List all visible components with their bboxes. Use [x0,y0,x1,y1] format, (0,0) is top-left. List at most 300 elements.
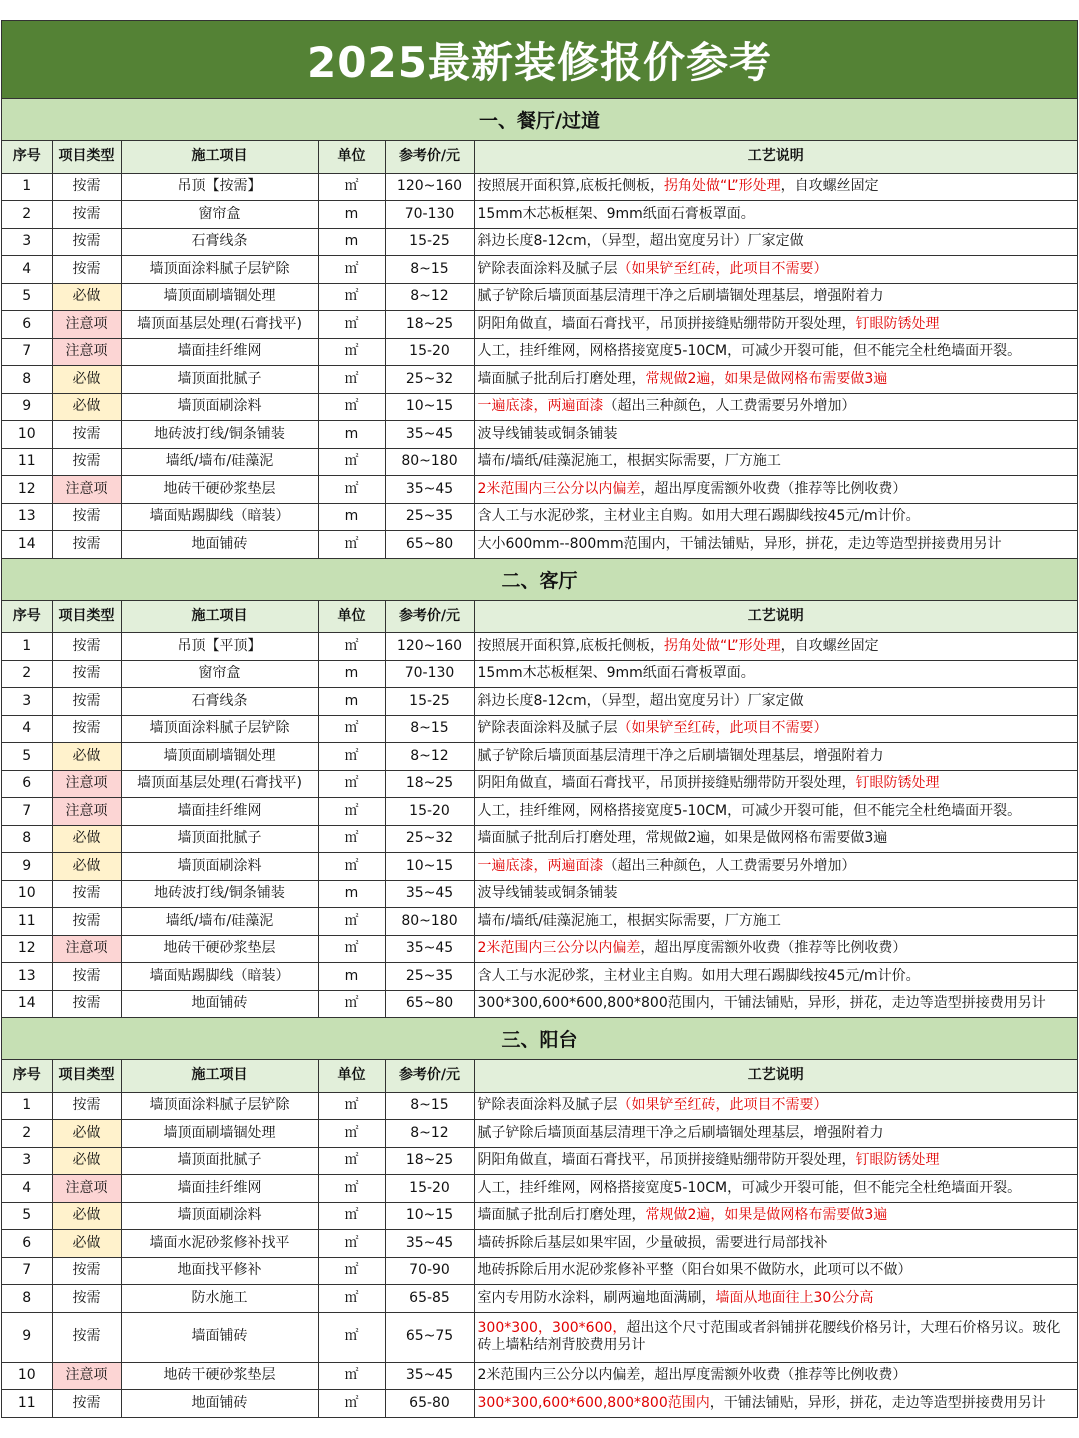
cell-price: 80~180 [385,448,474,476]
cell-desc [474,633,1077,661]
cell-desc [474,1257,1077,1285]
cell-unit: m [318,503,385,531]
cell-desc [474,660,1077,688]
table-row [2,503,1077,531]
cell-unit: ㎡ [318,633,385,661]
cell-item: 地砖干硬砂浆垫层 [121,476,318,504]
cell-type-badge: 注意项 [52,798,121,826]
desc-text: 按照展开面积算,底板托侧板， [477,637,664,654]
desc-text: 铲除表面涂料及腻子层 [477,1097,618,1113]
cell-type-badge: 按需 [52,1312,121,1362]
desc-text: 墙面腻子批刮后打磨处理，常规做2遍，如果是做网格布需要做3遍 [477,830,888,846]
cell-no: 9 [2,393,52,421]
table-row [2,1147,1077,1175]
table-header-row [2,141,1077,173]
cell-unit: ㎡ [318,1390,385,1418]
cell-item: 墙面水泥砂浆修补找平 [121,1230,318,1258]
cell-no: 7 [2,1257,52,1285]
cell-type-badge: 按需 [52,448,121,476]
cell-desc [474,1202,1077,1230]
cell-item: 墙顶面基层处理(石膏找平) [121,311,318,339]
header-item: 施工项目 [121,601,318,633]
desc-highlight: 钉眼防锈处理 [855,315,940,332]
cell-no: 11 [2,1390,52,1418]
cell-desc [474,963,1077,991]
desc-text: 墙面腻子批刮后打磨处理， [477,370,646,387]
cell-type-badge: 必做 [52,825,121,853]
table-row [2,853,1077,881]
cell-item: 墙纸/墙布/硅藻泥 [121,448,318,476]
desc-text: 超出这个尺寸范围或者斜铺拼花腰线价格另计，大理石价格另议。玻化砖上墙粘结剂背胶费用另计 [477,1319,1061,1353]
desc-text: 铲除表面涂料及腻子层 [477,720,618,736]
table-row [2,908,1077,936]
cell-item: 墙顶面批腻子 [121,1147,318,1175]
cell-type-badge: 按需 [52,990,121,1018]
cell-price: 10~15 [385,1202,474,1230]
cell-item: 墙顶面涂料腻子层铲除 [121,1092,318,1120]
cell-no: 3 [2,688,52,716]
table-row [2,228,1077,256]
price-table [2,1060,1077,1418]
desc-text: 墙面腻子批刮后打磨处理， [477,1207,646,1223]
desc-text: ，超出厚度需额外收费（推荐等比例收费） [640,940,907,956]
cell-desc [474,503,1077,531]
cell-item: 地面铺砖 [121,1390,318,1418]
cell-type-badge: 必做 [52,283,121,311]
desc-text: 腻子铲除后墙顶面基层清理干净之后刷墙锢处理基层，增强附着力 [477,1124,884,1141]
cell-no: 14 [2,990,52,1018]
page-title: 2025最新装修报价参考 [2,21,1077,99]
table-row [2,825,1077,853]
header-desc: 工艺说明 [474,601,1077,633]
cell-no: 7 [2,338,52,366]
table-row [2,935,1077,963]
table-row [2,798,1077,826]
cell-no: 12 [2,935,52,963]
table-row [2,633,1077,661]
table-row [2,393,1077,421]
cell-desc [474,1092,1077,1120]
cell-desc [474,393,1077,421]
cell-price: 35~45 [385,880,474,908]
cell-item: 窗帘盒 [121,660,318,688]
cell-desc [474,476,1077,504]
cell-item: 地面铺砖 [121,990,318,1018]
desc-text: 人工，挂纤维网，网格搭接宽度5-10CM，可减少开裂可能，但不能完全杜绝墙面开裂。 [477,343,1022,359]
cell-unit: ㎡ [318,1312,385,1362]
cell-price: 25~35 [385,503,474,531]
desc-text: 含人工与水泥砂浆，主材业主自购。如用大理石踢脚线按45元/m计价。 [477,508,920,524]
desc-text: 地砖拆除后用水泥砂浆修补平整（阳台如果不做防水，此项可以不做） [477,1262,912,1278]
cell-item: 墙顶面基层处理(石膏找平) [121,770,318,798]
desc-text: 含人工与水泥砂浆，主材业主自购。如用大理石踢脚线按45元/m计价。 [477,967,920,984]
table-row [2,476,1077,504]
table-row [2,1092,1077,1120]
cell-type-badge: 注意项 [52,1362,121,1390]
cell-no: 2 [2,201,52,229]
cell-type-badge: 注意项 [52,770,121,798]
cell-price: 8~12 [385,283,474,311]
header-no: 序号 [2,1060,52,1092]
cell-unit: ㎡ [318,1285,385,1313]
desc-text: 15mm木芯板框架、9mm纸面石膏板罩面。 [477,205,755,222]
table-row [2,1175,1077,1203]
cell-price: 35~45 [385,421,474,449]
cell-unit: ㎡ [318,338,385,366]
table-row [2,366,1077,394]
cell-no: 3 [2,1147,52,1175]
cell-type-badge: 按需 [52,503,121,531]
cell-desc [474,1147,1077,1175]
table-row [2,173,1077,201]
cell-item: 防水施工 [121,1285,318,1313]
cell-type-badge: 按需 [52,228,121,256]
cell-price: 10~15 [385,853,474,881]
cell-no: 8 [2,825,52,853]
cell-desc [474,1175,1077,1203]
cell-desc [474,448,1077,476]
cell-unit: ㎡ [318,283,385,311]
desc-highlight: 一遍底漆，两遍面漆 [477,398,604,414]
cell-price: 35~45 [385,935,474,963]
cell-no: 12 [2,476,52,504]
cell-no: 14 [2,531,52,559]
cell-type-badge: 按需 [52,201,121,229]
table-row [2,990,1077,1018]
desc-highlight: （如果铲至红砖，此项目不需要） [617,720,828,736]
cell-type-badge: 必做 [52,743,121,771]
table-row [2,338,1077,366]
header-unit: 单位 [318,601,385,633]
cell-desc [474,283,1077,311]
cell-price: 65-85 [385,1285,474,1313]
desc-text: 墙布/墙纸/硅藻泥施工，根据实际需要，厂方施工 [477,912,781,929]
cell-price: 80~180 [385,908,474,936]
desc-text: 波导线铺装或铜条铺装 [477,425,618,442]
cell-desc [474,908,1077,936]
cell-no: 10 [2,880,52,908]
table-row [2,688,1077,716]
cell-price: 120~160 [385,633,474,661]
cell-no: 1 [2,1092,52,1120]
cell-item: 墙面铺砖 [121,1312,318,1362]
cell-desc [474,853,1077,881]
desc-highlight: 300*300，300*600， [477,1319,627,1336]
desc-text: 波导线铺装或铜条铺装 [477,885,618,901]
cell-price: 25~35 [385,963,474,991]
cell-price: 70-130 [385,660,474,688]
cell-price: 8~12 [385,1120,474,1148]
cell-price: 15-25 [385,228,474,256]
header-desc: 工艺说明 [474,141,1077,173]
header-item: 施工项目 [121,1060,318,1092]
cell-no: 2 [2,1120,52,1148]
desc-text: 阴阳角做直，墙面石膏找平，吊顶拼接缝贴绷带防开裂处理， [477,775,856,791]
cell-type-badge: 必做 [52,393,121,421]
cell-no: 6 [2,1230,52,1258]
price-table [2,141,1077,559]
header-price: 参考价/元 [385,601,474,633]
cell-type-badge: 按需 [52,963,121,991]
cell-item: 石膏线条 [121,688,318,716]
cell-item: 地砖波打线/铜条铺装 [121,421,318,449]
table-row [2,256,1077,284]
cell-unit: ㎡ [318,1175,385,1203]
desc-text: 室内专用防水涂料，刷两遍地面满刷， [477,1289,716,1306]
desc-text: 铲除表面涂料及腻子层 [477,260,618,277]
cell-price: 8~15 [385,256,474,284]
cell-unit: ㎡ [318,990,385,1018]
cell-no: 10 [2,1362,52,1390]
cell-type-badge: 按需 [52,715,121,743]
cell-unit: ㎡ [318,256,385,284]
desc-highlight: 常规做2遍，如果是做网格布需要做3遍 [645,370,888,387]
header-type: 项目类型 [52,601,121,633]
cell-desc [474,1230,1077,1258]
cell-type-badge: 注意项 [52,1175,121,1203]
cell-item: 墙顶面刷墙锢处理 [121,743,318,771]
cell-no: 4 [2,256,52,284]
cell-no: 3 [2,228,52,256]
desc-highlight: 一遍底漆，两遍面漆 [477,857,604,874]
cell-desc [474,743,1077,771]
cell-desc [474,256,1077,284]
cell-desc [474,688,1077,716]
cell-item: 石膏线条 [121,228,318,256]
desc-text: ，超出厚度需额外收费（推荐等比例收费） [640,480,907,497]
cell-no: 1 [2,173,52,201]
desc-highlight: （如果铲至红砖，此项目不需要） [617,1097,828,1113]
cell-no: 5 [2,283,52,311]
cell-unit: ㎡ [318,311,385,339]
table-row [2,1202,1077,1230]
cell-unit: ㎡ [318,935,385,963]
cell-price: 8~12 [385,743,474,771]
cell-unit: ㎡ [318,798,385,826]
desc-text: （超出三种颜色，人工费需要另外增加） [603,398,856,414]
cell-no: 11 [2,448,52,476]
cell-unit: ㎡ [318,770,385,798]
desc-highlight: 拐角处做“L”形处理 [663,637,781,654]
cell-no: 10 [2,421,52,449]
table-header-row [2,1060,1077,1092]
cell-no: 13 [2,503,52,531]
cell-price: 18~25 [385,311,474,339]
desc-text: 腻子铲除后墙顶面基层清理干净之后刷墙锢处理基层，增强附着力 [477,288,884,304]
cell-item: 墙顶面刷涂料 [121,853,318,881]
cell-item: 地面铺砖 [121,531,318,559]
cell-type-badge: 按需 [52,908,121,936]
cell-desc [474,798,1077,826]
table-row [2,715,1077,743]
cell-price: 18~25 [385,1147,474,1175]
cell-item: 窗帘盒 [121,201,318,229]
desc-text: （超出三种颜色，人工费需要另外增加） [603,857,856,874]
cell-item: 吊顶【按需】 [121,173,318,201]
cell-desc [474,715,1077,743]
cell-type-badge: 注意项 [52,338,121,366]
cell-unit: m [318,963,385,991]
cell-unit: m [318,421,385,449]
cell-price: 35~45 [385,1230,474,1258]
cell-price: 8~15 [385,715,474,743]
cell-price: 15-20 [385,798,474,826]
table-row [2,743,1077,771]
cell-unit: ㎡ [318,1230,385,1258]
sections-container [2,99,1077,1418]
cell-item: 墙顶面刷涂料 [121,1202,318,1230]
cell-item: 墙顶面涂料腻子层铲除 [121,715,318,743]
cell-desc [474,421,1077,449]
table-row [2,1120,1077,1148]
desc-highlight: 2米范围内三公分以内偏差 [477,480,641,497]
cell-item: 墙面挂纤维网 [121,338,318,366]
cell-no: 11 [2,908,52,936]
desc-text: 大小600mm--800mm范围内，干铺法铺贴，异形，拼花，走边等造型拼接费用另计 [477,535,1002,552]
cell-item: 墙顶面涂料腻子层铲除 [121,256,318,284]
cell-type-badge: 注意项 [52,476,121,504]
table-header-row [2,601,1077,633]
cell-price: 65~75 [385,1312,474,1362]
table-row [2,1390,1077,1418]
section-title: 三、阳台 [2,1018,1077,1060]
header-no: 序号 [2,141,52,173]
cell-no: 7 [2,798,52,826]
table-row [2,421,1077,449]
cell-item: 地砖干硬砂浆垫层 [121,1362,318,1390]
cell-item: 墙顶面批腻子 [121,825,318,853]
desc-text: 阴阳角做直，墙面石膏找平，吊顶拼接缝贴绷带防开裂处理， [477,315,856,332]
desc-text: 墙布/墙纸/硅藻泥施工，根据实际需要，厂方施工 [477,453,781,469]
cell-no: 8 [2,1285,52,1313]
cell-item: 墙面贴踢脚线（暗装） [121,503,318,531]
cell-desc [474,935,1077,963]
table-row [2,880,1077,908]
cell-type-badge: 按需 [52,1257,121,1285]
cell-type-badge: 必做 [52,366,121,394]
desc-highlight: （如果铲至红砖，此项目不需要） [617,260,828,277]
cell-item: 墙纸/墙布/硅藻泥 [121,908,318,936]
cell-desc [474,228,1077,256]
cell-unit: ㎡ [318,743,385,771]
desc-text: 阴阳角做直，墙面石膏找平，吊顶拼接缝贴绷带防开裂处理， [477,1152,856,1168]
cell-price: 25~32 [385,366,474,394]
cell-unit: ㎡ [318,1202,385,1230]
table-row [2,770,1077,798]
cell-unit: ㎡ [318,908,385,936]
cell-type-badge: 按需 [52,531,121,559]
table-row [2,1362,1077,1390]
cell-price: 65-80 [385,1390,474,1418]
price-sheet [1,20,1078,1418]
cell-price: 15-20 [385,338,474,366]
header-type: 项目类型 [52,1060,121,1092]
cell-desc [474,1312,1077,1362]
desc-highlight: 常规做2遍，如果是做网格布需要做3遍 [645,1207,888,1223]
cell-price: 15-25 [385,688,474,716]
cell-item: 墙面挂纤维网 [121,1175,318,1203]
cell-type-badge: 按需 [52,660,121,688]
header-unit: 单位 [318,1060,385,1092]
cell-desc [474,1390,1077,1418]
cell-type-badge: 按需 [52,421,121,449]
cell-price: 65~80 [385,531,474,559]
header-unit: 单位 [318,141,385,173]
cell-type-badge: 按需 [52,1285,121,1313]
cell-price: 70-130 [385,201,474,229]
cell-price: 8~15 [385,1092,474,1120]
cell-no: 5 [2,1202,52,1230]
cell-unit: ㎡ [318,448,385,476]
cell-type-badge: 必做 [52,1147,121,1175]
desc-highlight: 2米范围内三公分以内偏差 [477,940,641,956]
cell-item: 地砖干硬砂浆垫层 [121,935,318,963]
cell-type-badge: 按需 [52,633,121,661]
table-row [2,531,1077,559]
table-row [2,1285,1077,1313]
cell-unit: m [318,660,385,688]
desc-text: 15mm木芯板框架、9mm纸面石膏板罩面。 [477,665,755,681]
cell-desc [474,880,1077,908]
cell-price: 65~80 [385,990,474,1018]
cell-item: 地砖波打线/铜条铺装 [121,880,318,908]
cell-no: 2 [2,660,52,688]
cell-item: 墙面挂纤维网 [121,798,318,826]
cell-unit: ㎡ [318,366,385,394]
cell-desc [474,201,1077,229]
desc-text: 人工，挂纤维网，网格搭接宽度5-10CM，可减少开裂可能，但不能完全杜绝墙面开裂。 [477,802,1022,819]
cell-desc [474,1285,1077,1313]
cell-item: 墙面贴踢脚线（暗装） [121,963,318,991]
table-row [2,311,1077,339]
cell-no: 6 [2,311,52,339]
cell-item: 墙顶面刷墙锢处理 [121,1120,318,1148]
desc-text: 300*300,600*600,800*800范围内，干铺法铺贴，异形，拼花，走边等造型拼接费用另计 [477,995,1046,1011]
table-row [2,448,1077,476]
cell-type-badge: 必做 [52,1202,121,1230]
cell-type-badge: 按需 [52,880,121,908]
cell-unit: m [318,880,385,908]
cell-price: 35~45 [385,476,474,504]
desc-highlight: 300*300,600*600,800*800范围内 [477,1394,710,1411]
cell-type-badge: 必做 [52,1230,121,1258]
cell-desc [474,531,1077,559]
cell-unit: ㎡ [318,1120,385,1148]
header-type: 项目类型 [52,141,121,173]
cell-desc [474,990,1077,1018]
cell-price: 10~15 [385,393,474,421]
table-row [2,1230,1077,1258]
cell-unit: ㎡ [318,715,385,743]
cell-item: 地面找平修补 [121,1257,318,1285]
cell-type-badge: 按需 [52,173,121,201]
cell-unit: ㎡ [318,1147,385,1175]
desc-text: ，自攻螺丝固定 [780,637,879,654]
table-row [2,1312,1077,1362]
cell-no: 5 [2,743,52,771]
cell-no: 4 [2,1175,52,1203]
desc-text: ，干铺法铺贴，异形，拼花，走边等造型拼接费用另计 [709,1394,1046,1411]
header-desc: 工艺说明 [474,1060,1077,1092]
cell-unit: ㎡ [318,825,385,853]
table-row [2,201,1077,229]
cell-unit: m [318,688,385,716]
desc-text: ，自攻螺丝固定 [780,178,879,194]
cell-type-badge: 按需 [52,688,121,716]
cell-type-badge: 注意项 [52,935,121,963]
cell-type-badge: 必做 [52,1120,121,1148]
cell-item: 吊顶【平顶】 [121,633,318,661]
